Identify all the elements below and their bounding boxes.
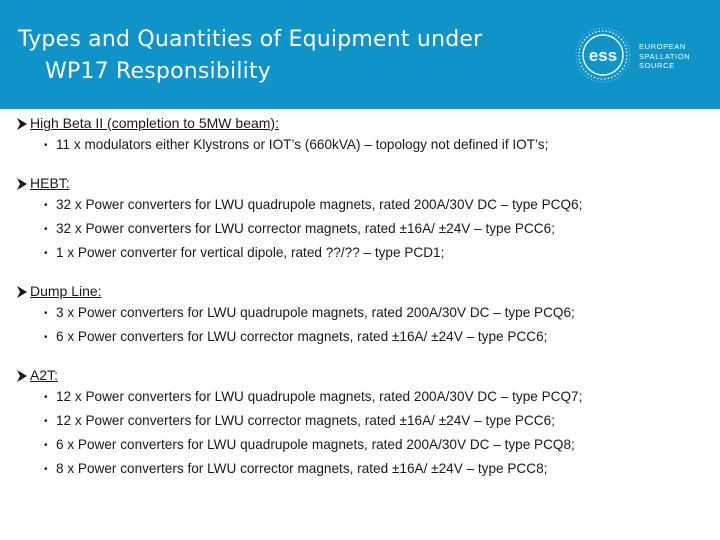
section-heading — [16, 282, 716, 301]
ess-logo-mark-icon — [573, 27, 633, 83]
list-item — [44, 217, 716, 241]
bullet-icon: • — [44, 440, 48, 451]
bullet-icon: • — [44, 248, 48, 259]
list-item — [44, 457, 716, 481]
list-item-text: 6 x Power converters for LWU quadrupole magnets, rated 200A/30V DC – type PCQ8; — [56, 437, 575, 452]
list-item-text: 8 x Power converters for LWU corrector magnets, rated ±16A/ ±24V – type PCC8; — [56, 461, 548, 476]
section-hebt — [16, 174, 716, 265]
logo-text-line: SOURCE — [639, 61, 675, 70]
section-title: HEBT: — [30, 175, 70, 191]
section-dump-line — [16, 282, 716, 349]
logo-mark-text: ess — [588, 46, 618, 65]
list-item-text: 11 x modulators either Klystrons or IOT’s (660kVA) – topology not defined if IOT’s; — [56, 137, 549, 152]
list-item — [44, 133, 716, 157]
section-title: A2T: — [30, 367, 59, 383]
list-item-text: 3 x Power converters for LWU quadrupole magnets, rated 200A/30V DC – type PCQ6; — [56, 305, 575, 320]
section-a2t — [16, 366, 716, 481]
list-item-text: 6 x Power converters for LWU corrector magnets, rated ±16A/ ±24V – type PCC6; — [56, 329, 548, 344]
list-item — [44, 193, 716, 217]
section-heading — [16, 366, 716, 385]
item-list — [44, 385, 716, 481]
slide-title — [18, 24, 482, 88]
arrow-bullet-icon — [16, 177, 28, 191]
list-item — [44, 301, 716, 325]
section-heading — [16, 114, 716, 133]
section-title: Dump Line: — [30, 283, 102, 299]
list-item-text: 32 x Power converters for LWU quadrupole magnets, rated 200A/30V DC – type PCQ6; — [56, 197, 583, 212]
section-high-beta — [16, 114, 716, 157]
list-item — [44, 433, 716, 457]
logo-text — [639, 42, 690, 71]
logo-text-line: SPALLATION — [639, 51, 691, 61]
list-item-text: 12 x Power converters for LWU quadrupole magnets, rated 200A/30V DC – type PCQ7; — [56, 389, 583, 404]
item-list — [44, 301, 716, 349]
list-item — [44, 241, 716, 265]
arrow-bullet-icon — [16, 369, 28, 383]
list-item — [44, 385, 716, 409]
list-item-text: 12 x Power converters for LWU corrector magnets, rated ±16A/ ±24V – type PCC6; — [56, 413, 555, 428]
slide-body — [16, 114, 716, 498]
list-item-text: 32 x Power converters for LWU corrector magnets, rated ±16A/ ±24V – type PCC6; — [56, 221, 555, 236]
logo-text-line: EUROPEAN — [639, 42, 686, 51]
section-heading — [16, 174, 716, 193]
section-title: High Beta II (completion to 5MW beam): — [30, 115, 279, 131]
title-line-1: Types and Quantities of Equipment under — [18, 27, 483, 52]
bullet-icon: • — [44, 392, 48, 403]
list-item — [44, 325, 716, 349]
bullet-icon: • — [44, 308, 48, 319]
ess-logo — [573, 27, 693, 83]
arrow-bullet-icon — [16, 117, 28, 131]
arrow-bullet-icon — [16, 285, 28, 299]
bullet-icon: • — [44, 464, 48, 475]
list-item — [44, 409, 716, 433]
slide-header — [0, 0, 720, 109]
bullet-icon: • — [44, 416, 48, 427]
bullet-icon: • — [44, 224, 48, 235]
bullet-icon: • — [44, 140, 48, 151]
item-list — [44, 193, 716, 265]
list-item-text: 1 x Power converter for vertical dipole, rated ??/?? – type PCD1; — [56, 245, 445, 260]
title-line-2: WP17 Responsibility — [45, 59, 271, 84]
bullet-icon: • — [44, 332, 48, 343]
item-list — [44, 133, 716, 157]
bullet-icon: • — [44, 200, 48, 211]
